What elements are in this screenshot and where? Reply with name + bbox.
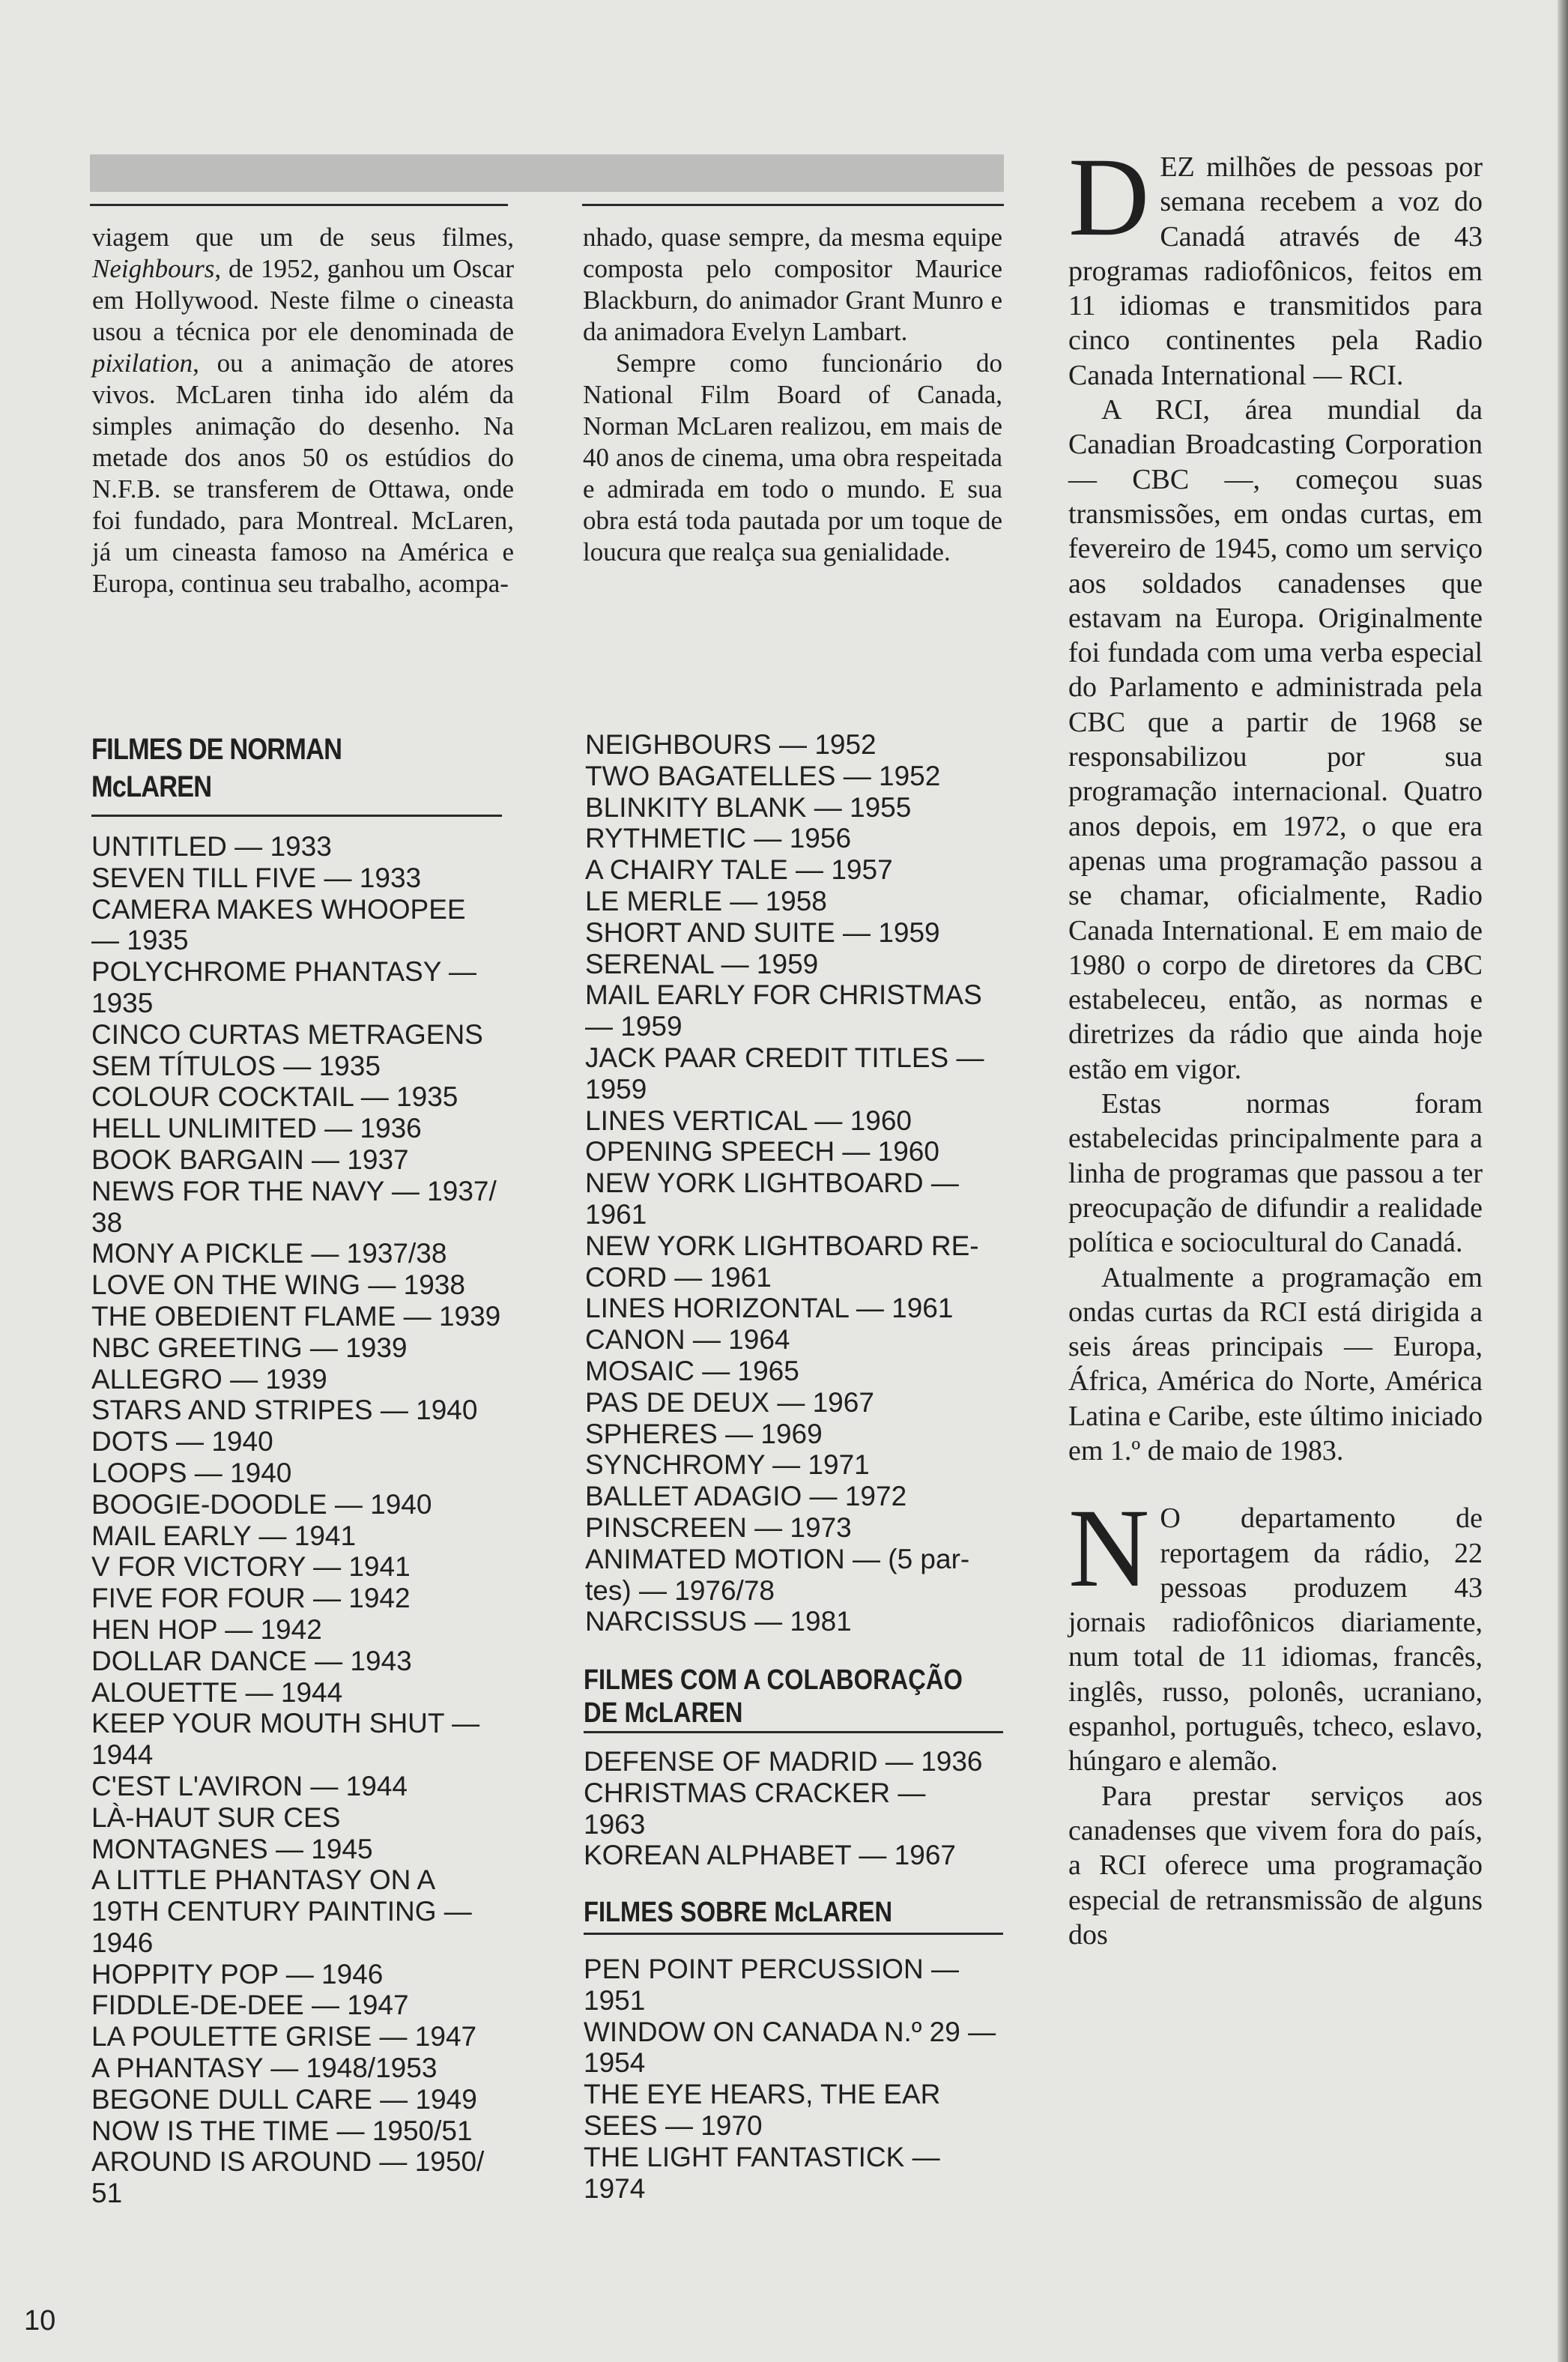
film-entry: MOSAIC — 1965: [585, 1355, 799, 1386]
film-entry: DOTS — 1940: [91, 1426, 273, 1458]
heading-rule: [584, 1933, 1003, 1935]
film-entry: DOLLAR DANCE — 1943: [91, 1645, 412, 1676]
film-entry: NEWS FOR THE NAVY — 1937/ 38: [91, 1175, 497, 1238]
film-entry: THE OBEDIENT FLAME — 1939: [91, 1300, 501, 1332]
article-column-2: [583, 222, 1002, 568]
film-entry: HOPPITY POP — 1946: [91, 1958, 384, 1990]
text-span: O departamento de reportagem da rádio, 22 pessoas produzem 43 jornais radiofônicos diariamente, num total de 11 idiomas, francês, inglês, russo, polonês, ucraniano, espanhol, português, tcheco, eslavo, húngaro e alemão.: [1068, 1502, 1483, 1777]
film-entry: PEN POINT PERCUSSION — 1951: [584, 1954, 959, 2016]
film-entry: THE LIGHT FANTASTICK — 1974: [584, 2141, 940, 2204]
film-entry: RYTHMETIC — 1956: [585, 823, 852, 854]
article-paragraph: A RCI, área mundial da Canadian Broadcasting Corporation — CBC —, começou suas transmissões, em ondas curtas, em fevereiro de 1945, como um serviço aos soldados canadenses que estavam na Europa. Originalmente foi fundada com uma verba especial do Parlamento e administrada pela CBC que a partir de 1968 se responsabilizou por sua programação internacional. Quatro anos depois, em 1972, o que era apenas uma programação passou a se chamar, oficialmente, Radio Canada International. E em maio de 1980 o corpo de diretores da CBC estabeleceu, então, as normas e diretrizes da rádio que ainda hoje estão em vigor.: [1068, 394, 1483, 1085]
about-list: [584, 1954, 1003, 2204]
film-entry: NOW IS THE TIME — 1950/51: [91, 2115, 473, 2146]
filmography-list-1: [91, 831, 511, 2209]
film-entry: JACK PAAR CREDIT TITLES — 1959: [585, 1042, 984, 1105]
drop-cap: D: [1068, 135, 1150, 259]
filmography-heading: FILMES DE NORMAN McLAREN: [91, 733, 342, 803]
article-paragraph: [1068, 1486, 1483, 1778]
film-entry: STARS AND STRIPES — 1940: [91, 1395, 478, 1426]
film-entry: NEW YORK LIGHTBOARD RE- CORD — 1961: [585, 1230, 979, 1293]
film-entry: LOVE ON THE WING — 1938: [91, 1269, 465, 1301]
film-entry: SPHERES — 1969: [585, 1418, 823, 1449]
film-entry: CAMERA MAKES WHOOPEE — 1935: [91, 893, 466, 956]
film-entry: SHORT AND SUITE — 1959: [585, 916, 940, 948]
film-entry: SYNCHROMY — 1971: [585, 1449, 870, 1481]
page-number: 10: [24, 2305, 56, 2337]
film-entry: C'EST L'AVIRON — 1944: [91, 1770, 408, 1801]
film-entry: LINES VERTICAL — 1960: [585, 1105, 912, 1136]
column-rule: [582, 204, 1004, 206]
film-entry: A LITTLE PHANTASY ON A 19TH CENTURY PAINTING — 1946: [91, 1864, 472, 1958]
page-edge-shadow: [1558, 0, 1568, 2362]
film-entry: V FOR VICTORY — 1941: [91, 1551, 411, 1583]
collaboration-heading: FILMES COM A COLABORAÇÃO DE McLAREN: [584, 1664, 963, 1729]
film-entry: PAS DE DEUX — 1967: [585, 1386, 874, 1418]
article-paragraph: nhado, quase sempre, da mesma equipe composta pelo compositor Maurice Blackburn, do animador Grant Munro e da animadora Evelyn Lambart.: [583, 223, 1002, 346]
film-entry: POLYCHROME PHANTASY — 1935: [91, 956, 476, 1018]
film-entry: A CHAIRY TALE — 1957: [585, 854, 893, 886]
film-entry: MAIL EARLY FOR CHRISTMAS — 1959: [585, 979, 982, 1042]
film-entry: NBC GREETING — 1939: [91, 1332, 408, 1363]
film-entry: AROUND IS AROUND — 1950/ 51: [91, 2146, 485, 2209]
article-paragraph: Estas normas foram estabelecidas principalmente para a linha de programas que passou a ter preocupação de difundir a realidade política e sociocultural do Canadá.: [1068, 1088, 1483, 1259]
film-entry: BALLET ADAGIO — 1972: [585, 1481, 907, 1512]
film-entry: BLINKITY BLANK — 1955: [585, 791, 912, 823]
film-entry: WINDOW ON CANADA N.º 29 — 1954: [584, 2016, 996, 2079]
column-rule: [90, 204, 508, 206]
film-entry: ALLEGRO — 1939: [91, 1363, 327, 1395]
film-entry: KOREAN ALPHABET — 1967: [584, 1840, 956, 1871]
film-entry: NEIGHBOURS — 1952: [585, 729, 877, 760]
film-title: Neighbours: [92, 254, 215, 283]
film-entry: FIDDLE-DE-DEE — 1947: [91, 1990, 409, 2021]
film-entry: CHRISTMAS CRACKER — 1963: [584, 1777, 926, 1840]
film-entry: COLOUR COCKTAIL — 1935: [91, 1081, 458, 1113]
film-entry: HEN HOP — 1942: [91, 1613, 322, 1645]
film-entry: CANON — 1964: [585, 1324, 790, 1356]
heading-rule: [584, 1731, 1003, 1733]
collaboration-list: [584, 1746, 1003, 1871]
article-paragraph: [92, 222, 514, 599]
film-entry: CINCO CURTAS METRAGENS SEM TÍTULOS — 1935: [91, 1018, 483, 1081]
film-entry: LINES HORIZONTAL — 1961: [585, 1293, 954, 1324]
film-entry: FIVE FOR FOUR — 1942: [91, 1583, 411, 1614]
film-entry: THE EYE HEARS, THE EAR SEES — 1970: [584, 2079, 941, 2141]
film-entry: TWO BAGATELLES — 1952: [585, 760, 941, 791]
film-entry: NARCISSUS — 1981: [585, 1606, 852, 1637]
film-entry: PINSCREEN — 1973: [585, 1511, 852, 1543]
film-entry: KEEP YOUR MOUTH SHUT — 1944: [91, 1708, 480, 1771]
film-entry: SERENAL — 1959: [585, 948, 819, 979]
technique-term: pixilation: [92, 348, 193, 378]
film-entry: ALOUETTE — 1944: [91, 1676, 343, 1708]
film-entry: MAIL EARLY — 1941: [91, 1520, 357, 1551]
drop-cap: N: [1068, 1486, 1150, 1611]
film-entry: SEVEN TILL FIVE — 1933: [91, 862, 422, 893]
film-entry: HELL UNLIMITED — 1936: [91, 1113, 422, 1144]
film-entry: LÀ-HAUT SUR CES MONTAGNES — 1945: [91, 1801, 373, 1864]
film-entry: BOOGIE-DOODLE — 1940: [91, 1488, 432, 1520]
article-column-1: [92, 222, 514, 599]
film-entry: BEGONE DULL CARE — 1949: [91, 2083, 477, 2115]
film-entry: A PHANTASY — 1948/1953: [91, 2053, 438, 2084]
text-span: EZ milhões de pessoas por semana recebem a voz do Canadá através de 43 programas radiofônicos, feitos em 11 idiomas e transmitidos para cinco continentes pela Radio Canada International — RCI.: [1068, 151, 1483, 391]
article-paragraph: Para prestar serviços aos canadenses que vivem fora do país, a RCI oferece uma programação especial de retransmissão de alguns dos: [1068, 1780, 1483, 1951]
text-span: viagem que um de seus filmes,: [92, 223, 514, 252]
film-entry: NEW YORK LIGHTBOARD — 1961: [585, 1168, 959, 1230]
article-paragraph: Atualmente a programação em ondas curtas da RCI está dirigida a seis áreas principais — Europa, África, América do Norte, América Latina e Caribe, este último iniciado em 1.º de maio de 1983.: [1068, 1261, 1483, 1467]
article-column-3: [1068, 135, 1483, 1952]
article-paragraph: Sempre como funcionário do National Film Board of Canada, Norman McLaren realizou, em mais de 40 anos de cinema, uma obra respeitada e admirada em todo o mundo. E sua obra está toda pautada por um toque de loucura que realça sua genialidade.: [583, 348, 1002, 567]
film-entry: MONY A PICKLE — 1937/38: [91, 1238, 447, 1269]
film-entry: OPENING SPEECH — 1960: [585, 1136, 939, 1168]
film-entry: UNTITLED — 1933: [91, 831, 332, 862]
film-entry: DEFENSE OF MADRID — 1936: [584, 1746, 983, 1777]
header-band: [90, 154, 1004, 192]
film-entry: LOOPS — 1940: [91, 1457, 292, 1488]
filmography-list-2: [585, 729, 1005, 1637]
text-span: , ou a animação de atores vivos. McLaren tinha ido além da simples animação do desenho. Na metade dos anos 50 os estúdios do N.F.B. se transferem de Ottawa, onde foi fundado, para Montreal. McLaren, já um cineasta famoso na América e Europa, continua seu trabalho, acompa-: [92, 348, 514, 598]
text-span: , de 1952, ganhou um Oscar em Hollywood. Neste filme o cineasta usou a técnica por ele denominada de: [92, 254, 514, 346]
film-entry: ANIMATED MOTION — (5 par- tes) — 1976/78: [585, 1543, 970, 1606]
film-entry: LE MERLE — 1958: [585, 885, 827, 916]
article-paragraph: [1068, 135, 1483, 393]
film-entry: LA POULETTE GRISE — 1947: [91, 2021, 477, 2053]
film-entry: BOOK BARGAIN — 1937: [91, 1144, 409, 1175]
about-heading: FILMES SOBRE McLAREN: [584, 1897, 893, 1928]
heading-rule: [91, 815, 502, 817]
